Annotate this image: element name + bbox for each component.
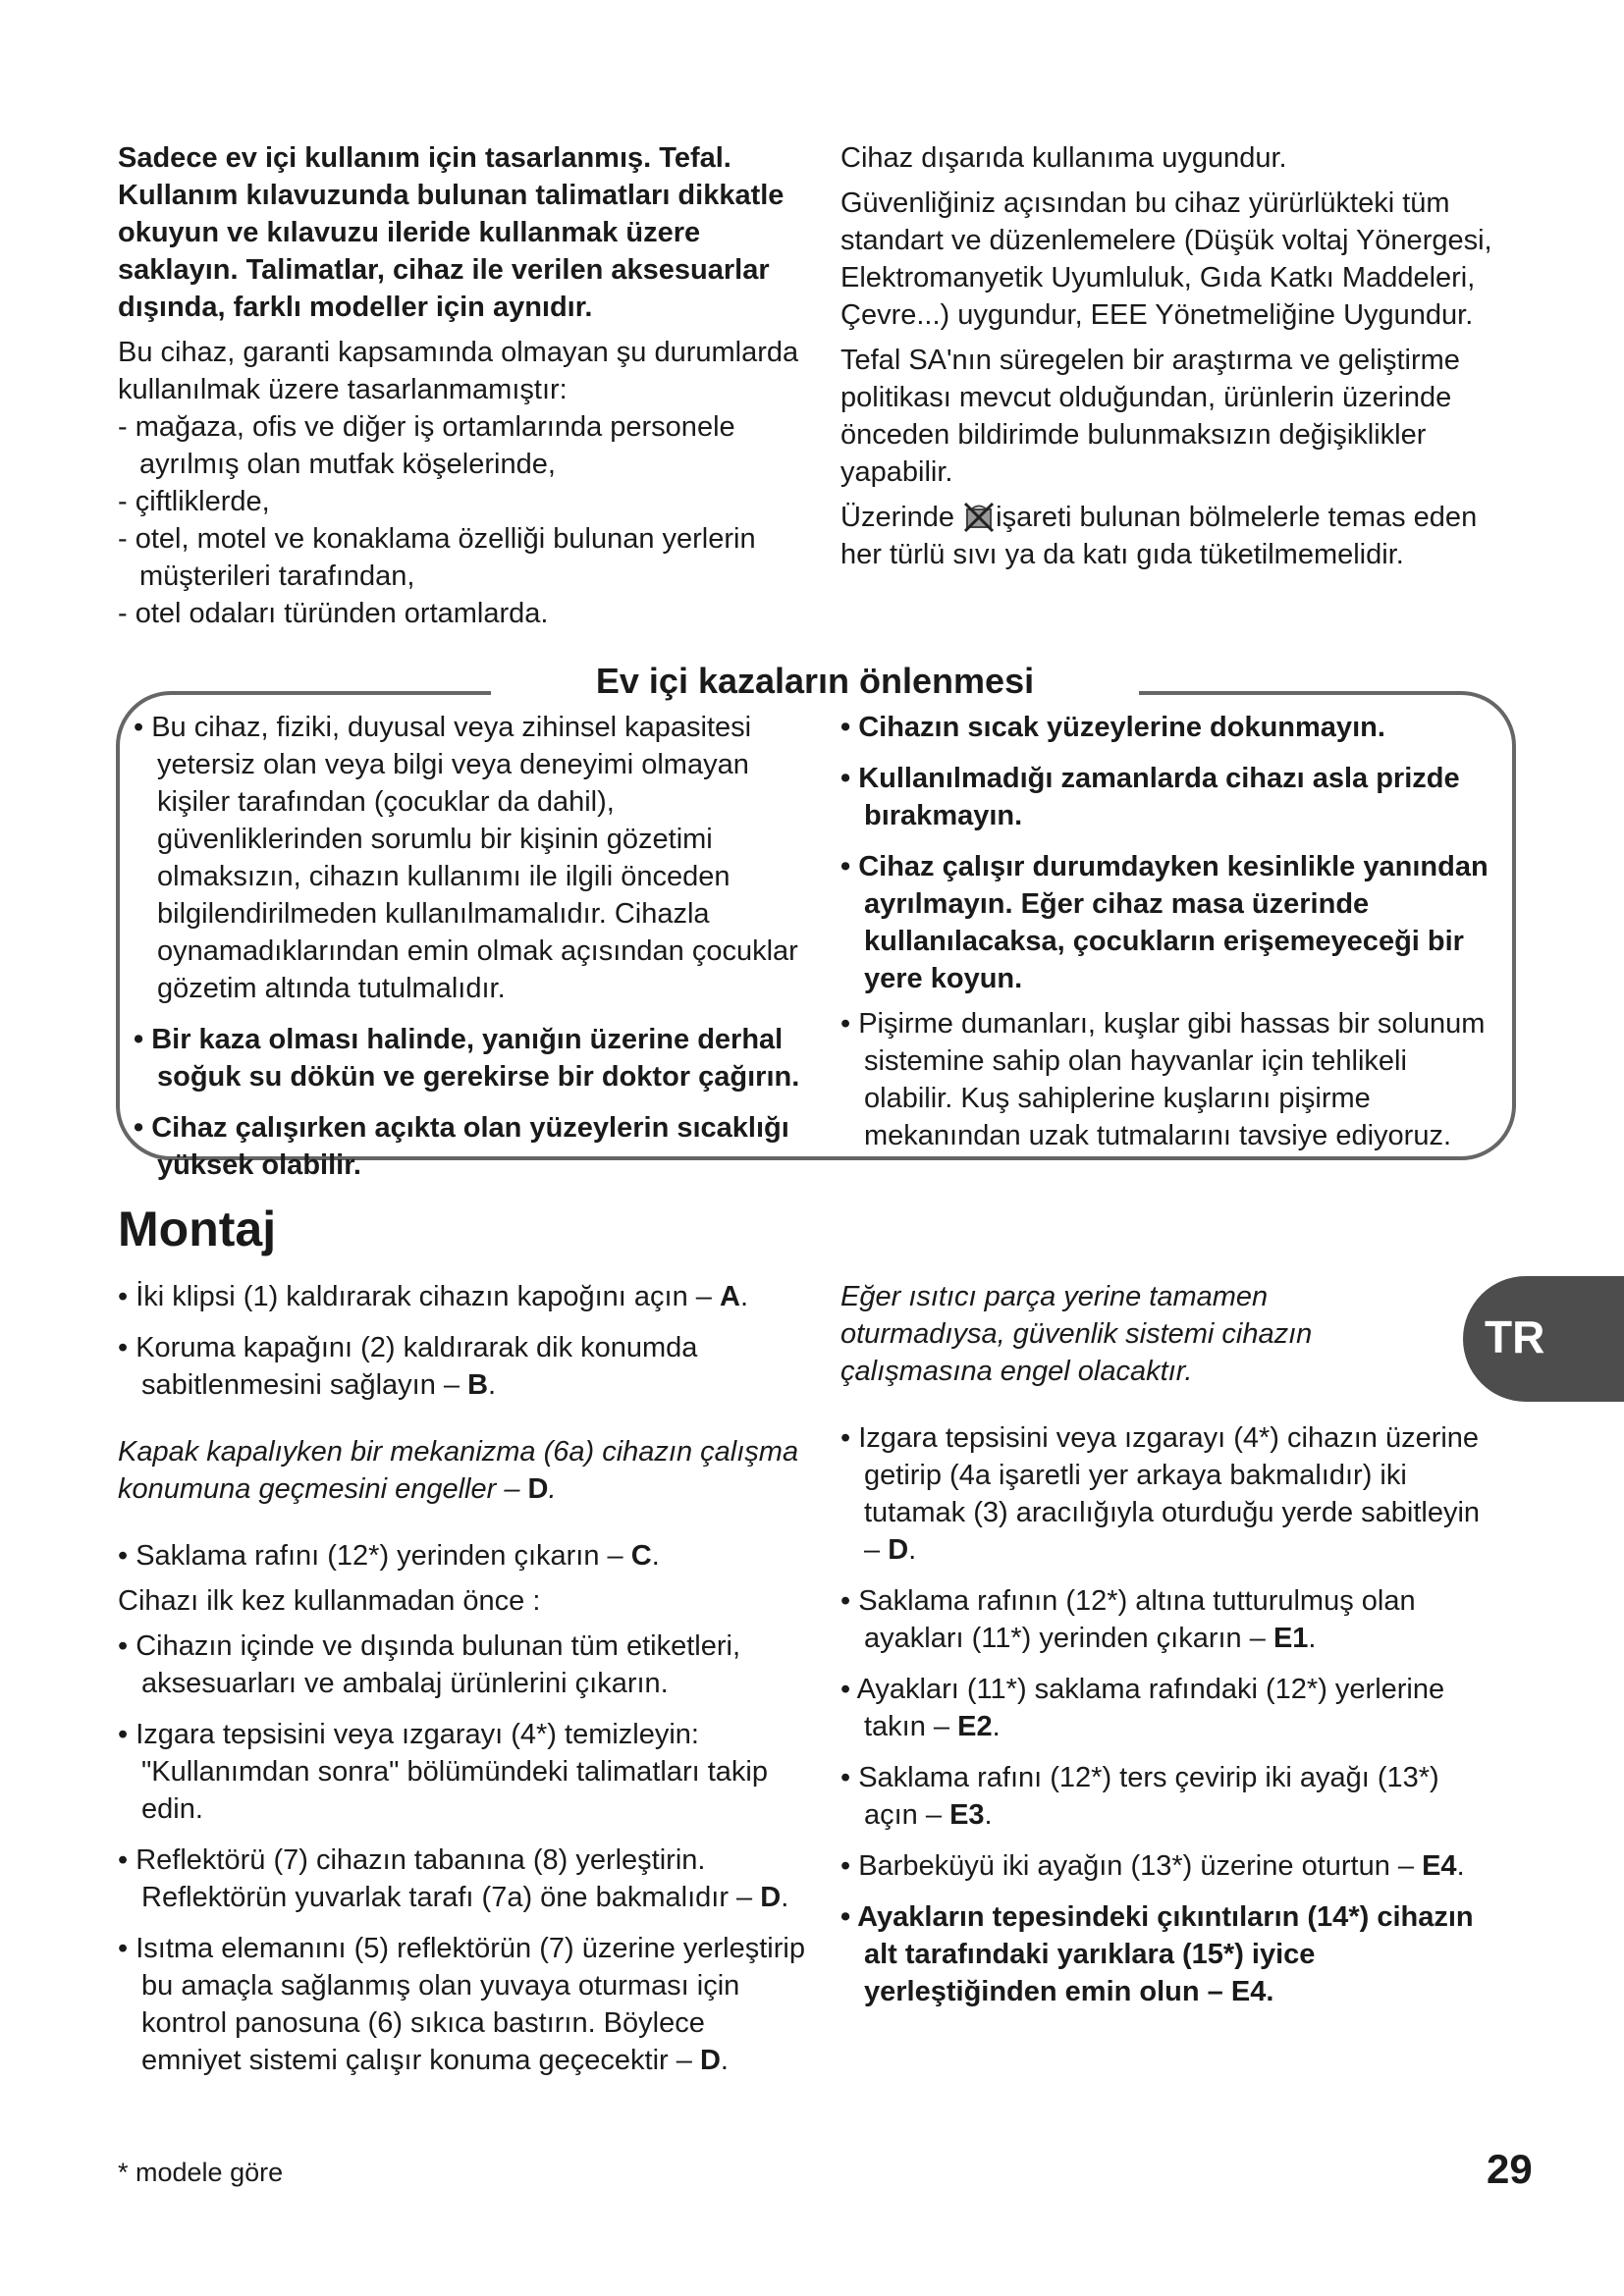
accident-column-right (840, 709, 1500, 1154)
montaj-step-text: • Saklama rafının (12*) altına tutturulmuş olan ayakları (11*) yerinden çıkarın – (840, 1585, 1416, 1654)
figure-ref: E3 (949, 1799, 985, 1831)
montaj-step-end: . (720, 2045, 729, 2076)
figure-ref: C (630, 1540, 652, 1572)
montaj-step-end: . (908, 1534, 917, 1566)
montaj-step (118, 1537, 805, 1575)
accident-item: • Pişirme dumanları, kuşlar gibi hassas bir solunum sistemine sahip olan hayvanlar için tehlikeli olabilir. Kuş sahiplerine kuşlarını pişirme mekanından uzak tutmalarını tavsiye ediyoruz. (840, 1008, 1486, 1151)
intro-column-right (840, 139, 1508, 573)
montaj-step: • Ayakların tepesindeki çıkıntıların (14*) cihazın alt tarafındaki yarıklara (15*) iyice yerleştiğinden emin olun – E4. (840, 1901, 1474, 2007)
figure-ref: D (527, 1473, 549, 1505)
montaj-step (118, 1930, 805, 2079)
montaj-step-end: . (651, 1540, 660, 1572)
montaj-step-end: . (781, 1882, 789, 1913)
montaj-step-end: . (992, 1711, 1001, 1742)
food-contact-text-after: işareti bulunan bölmelerle temas eden her türlü sıvı ya da katı gıda tüketilmemelidir. (840, 502, 1478, 570)
footnote: * modele göre (118, 2158, 284, 2187)
montaj-step-end: . (1456, 1850, 1465, 1882)
accident-item: • Bu cihaz, fiziki, duyusal veya zihinsel kapasitesi yetersiz olan veya bilgi veya deneyimi olmayan kişiler tarafından (çocuklar da dahil), güvenliklerinden sorumlu bir kişinin gözetimi olmaksızın, cihazın kullanımı ile ilgili önceden bilgilendirilmeden kullanılmamalıdır. Cihazla oynamadıklarından emin olmak açısından çocuklar gözetim altında tutulmalıdır. (134, 712, 798, 1004)
intro-bold-paragraph: Sadece ev içi kullanım için tasarlanmış. Tefal. Kullanım kılavuzunda bulunan talimatları dikkatle okuyun ve kılavuzu ileride kullanmak üzere saklayın. Talimatlar, cihaz ile verilen aksesuarlar dışında, farklı modeller için aynıdır. (118, 142, 785, 323)
montaj-step: • Cihazın içinde ve dışında bulunan tüm etiketleri, aksesuarları ve ambalaj ürünlerini çıkarın. (118, 1630, 741, 1699)
no-food-contact-icon (962, 501, 996, 534)
figure-ref: E4 (1422, 1850, 1457, 1882)
figure-ref: D (699, 2045, 721, 2076)
figure-ref: E1 (1272, 1623, 1309, 1654)
montaj-step-text: • Isıtma elemanını (5) reflektörün (7) üzerine yerleştirip bu amaçla sağlanmış olan yuvaya oturması için kontrol panosuna (6) sıkıca bastırın. Böylece emniyet sistemi çalışır konuma geçecektir – (118, 1933, 805, 2076)
montaj-step (118, 1278, 805, 1315)
language-tab-label: TR (1485, 1311, 1545, 1362)
montaj-step-text: • Koruma kapağını (2) kaldırarak dik konumda sabitlenmesini sağlayın – (118, 1332, 698, 1401)
montaj-step-end: . (548, 1473, 557, 1505)
accident-column-left (134, 709, 821, 1184)
section-title-montaj: Montaj (118, 1201, 277, 1256)
food-contact-paragraph (840, 499, 1508, 573)
figure-ref: D (888, 1534, 909, 1566)
food-contact-text-before: Üzerinde (840, 502, 963, 533)
montaj-step (840, 1759, 1489, 1834)
montaj-step (118, 1842, 805, 1916)
montaj-note: Eğer ısıtıcı parça yerine tamamen oturmadıysa, güvenlik sistemi cihazın çalışmasına engel olacaktır. (840, 1281, 1313, 1387)
coverage-list-item: - mağaza, ofis ve diğer iş ortamlarında personele ayrılmış olan mutfak köşelerinde, (118, 411, 735, 480)
page-number: 29 (1487, 2146, 1533, 2192)
montaj-column-left (118, 1278, 805, 2079)
montaj-step-text: • Reflektörü (7) cihazın tabanına (8) yerleştirin. Reflektörün yuvarlak tarafı (7a) öne bakmalıdır – (118, 1844, 761, 1913)
coverage-list-item: - otel, motel ve konaklama özelliği bulunan yerlerin müşterileri tarafından, (118, 523, 756, 592)
montaj-step (118, 1329, 805, 1404)
montaj-step (840, 1671, 1489, 1745)
outdoor-use-paragraph: Cihaz dışarıda kullanıma uygundur. (840, 142, 1287, 174)
language-tab (1463, 1276, 1624, 1402)
montaj-step-text: • Izgara tepsisini veya ızgarayı (4*) cihazın üzerine getirip (4a işaretli yer arkaya bakmalıdır) iki tutamak (3) aracılığıyla oturduğu yerde sabitleyin – (840, 1422, 1481, 1566)
montaj-note-text: Kapak kapalıyken bir mekanizma (6a) cihazın çalışma konumuna geçmesini engeller – (118, 1436, 799, 1505)
research-paragraph: Tefal SA'nın süregelen bir araştırma ve geliştirme politikası mevcut olduğundan, ürünlerin üzerinde önceden bildirimde bulunmaksızın değişiklikler yapabilir. (840, 345, 1460, 488)
coverage-list-item: - otel odaları türünden ortamlarda. (118, 598, 549, 629)
montaj-step-text: • Saklama rafını (12*) yerinden çıkarın – (118, 1540, 631, 1572)
figure-ref: B (467, 1369, 489, 1401)
montaj-subheading: Cihazı ilk kez kullanmadan önce : (118, 1585, 541, 1617)
coverage-list-item: - çiftliklerde, (118, 486, 270, 517)
accident-item: • Bir kaza olması halinde, yanığın üzerine derhal soğuk su dökün ve gerekirse bir doktor çağırın. (134, 1024, 800, 1093)
montaj-step-end: . (488, 1369, 497, 1401)
coverage-paragraph: Bu cihaz, garanti kapsamında olmayan şu durumlarda kullanılmak üzere tasarlanmamıştır: (118, 337, 799, 405)
montaj-step-end: . (739, 1281, 748, 1312)
montaj-step (840, 1419, 1489, 1569)
intro-column-left (118, 139, 805, 632)
figure-ref: E2 (957, 1711, 993, 1742)
montaj-step (840, 1582, 1489, 1657)
figure-ref: D (760, 1882, 782, 1913)
montaj-step (840, 1847, 1489, 1885)
accident-item: • Cihaz çalışırken açıkta olan yüzeylerin sıcaklığı yüksek olabilir. (134, 1112, 789, 1181)
montaj-step: • Izgara tepsisini veya ızgarayı (4*) temizleyin: "Kullanımdan sonra" bölümündeki talimatları takip edin. (118, 1719, 768, 1825)
montaj-step-text: • Ayakları (11*) saklama rafındaki (12*) yerlerine takın – (840, 1674, 1445, 1742)
standards-paragraph: Güvenliğiniz açısından bu cihaz yürürlükteki tüm standart ve düzenlemelere (Düşük voltaj Yönergesi, Elektromanyetik Uyumluluk, Gıda Katkı Maddeleri, Çevre...) uygundur, EEE Yönetmeliğine Uygundur. (840, 187, 1492, 331)
montaj-step-text: • Saklama rafını (12*) ters çevirip iki ayağı (13*) açın – (840, 1762, 1439, 1831)
accident-prevention-title: Ev içi kazaların önlenmesi (491, 656, 1139, 707)
montaj-step-text: • İki klipsi (1) kaldırarak cihazın kapoğını açın – (118, 1281, 720, 1312)
accident-item: • Kullanılmadığı zamanlarda cihazı asla prizde bırakmayın. (840, 763, 1460, 831)
montaj-step-end: . (984, 1799, 993, 1831)
montaj-note (118, 1433, 805, 1508)
accident-item: • Cihaz çalışır durumdayken kesinlikle yanından ayrılmayın. Eğer cihaz masa üzerinde kullanılacaksa, çocukların erişemeyeceği bir yere koyun. (840, 851, 1489, 994)
montaj-step-end: . (1308, 1623, 1317, 1654)
accident-item: • Cihazın sıcak yüzeylerine dokunmayın. (840, 712, 1385, 743)
montaj-column-right (840, 1278, 1489, 2010)
montaj-step-text: • Barbeküyü iki ayağın (13*) üzerine oturtun – (840, 1850, 1423, 1882)
figure-ref: A (719, 1281, 740, 1312)
